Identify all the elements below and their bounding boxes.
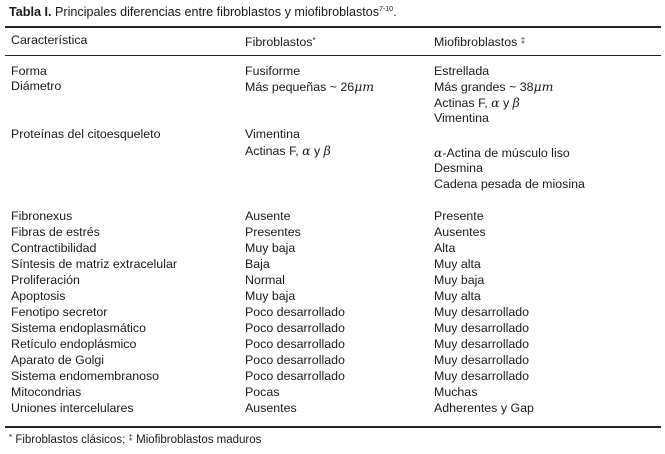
row-fibro: Ausente (245, 209, 291, 223)
row-citoesqueleto-alpha: α (302, 143, 311, 158)
row-citoesqueleto-beta: β (323, 143, 331, 158)
row-fibro: Presentes (245, 225, 301, 239)
table-caption-end: . (393, 5, 397, 19)
row-citoesqueleto-fibro-actinas (245, 143, 331, 159)
top-rule (5, 26, 661, 28)
row-mio: Ausentes (434, 225, 486, 239)
row-diametro-fibro (245, 79, 374, 95)
table-caption-refs: 7-10 (379, 6, 394, 13)
row-citoesqueleto-mio-desmina: Desmina (434, 161, 483, 175)
row-label: Uniones intercelulares (11, 401, 134, 415)
row-diametro-alpha: α (491, 95, 500, 110)
row-label: Mitocondrias (11, 385, 82, 399)
row-mio: Muy desarrollado (434, 305, 530, 319)
row-diametro-beta: β (512, 95, 520, 110)
header-miofibroblastos-mark: ‡ (520, 36, 526, 45)
row-mio: Muy alta (434, 289, 481, 303)
row-diametro-mio-vimentina: Vimentina (434, 111, 489, 125)
row-citoesqueleto-mio-cadena: Cadena pesada de miosina (434, 177, 585, 191)
row-diametro-y: y (503, 96, 510, 110)
row-fibro: Normal (245, 273, 285, 287)
row-diametro-actinas-text: Actinas F, (434, 96, 488, 110)
row-label: Fibras de estrés (11, 225, 100, 239)
row-forma-fibro: Fusiforme (245, 64, 301, 78)
row-citoesqueleto-mio-alpha: α (434, 145, 443, 160)
table-caption (9, 5, 397, 19)
row-label: Fenotipo secretor (11, 305, 108, 319)
table-caption-text: Principales diferencias entre fibroblastos y miofibroblastos (54, 5, 380, 19)
header-fibroblastos-label: Fibroblastos (245, 35, 313, 49)
row-mio: Muy desarrollado (434, 369, 530, 383)
table-caption-label: Tabla I. (9, 5, 52, 19)
row-label: Aparato de Golgi (11, 353, 104, 367)
footnote-mark-1: * (9, 433, 13, 442)
row-mio: Muy alta (434, 257, 481, 271)
table-footnote (9, 433, 261, 446)
header-miofibroblastos-label: Miofibroblastos (434, 35, 518, 49)
row-fibro: Poco desarrollado (245, 337, 345, 351)
row-diametro-fibro-unit: μm (354, 79, 374, 94)
row-citoesqueleto-fibro-vimentina: Vimentina (245, 127, 300, 141)
header-miofibroblastos (434, 33, 525, 50)
row-diametro-mio-actinas (434, 95, 520, 111)
header-caracteristica: Característica (11, 33, 88, 47)
row-diametro-mio-text: Más grandes ~ 38 (434, 80, 534, 94)
row-mio: Alta (434, 241, 456, 255)
row-mio: Muy desarrollado (434, 353, 530, 367)
row-citoesqueleto-mio-actina (434, 145, 570, 161)
header-fibroblastos-mark: * (312, 36, 316, 45)
row-mio: Presente (434, 209, 484, 223)
bottom-rule (5, 426, 661, 428)
row-fibro: Poco desarrollado (245, 353, 345, 367)
row-fibro: Poco desarrollado (245, 321, 345, 335)
header-fibroblastos (245, 33, 316, 50)
row-label: Proliferación (11, 273, 80, 287)
row-mio: Adherentes y Gap (434, 401, 534, 415)
row-forma-label: Forma (11, 64, 47, 78)
footnote-text-1: Fibroblastos clásicos; (15, 434, 126, 446)
row-label: Retículo endoplásmico (11, 337, 137, 351)
row-label: Sistema endoplasmático (11, 321, 146, 335)
row-citoesqueleto-mio-actina-text: -Actina de músculo liso (442, 146, 570, 160)
row-diametro-label: Diámetro (11, 79, 62, 93)
row-mio: Muy desarrollado (434, 337, 530, 351)
row-fibro: Muy baja (245, 241, 296, 255)
row-fibro: Pocas (245, 385, 280, 399)
row-label: Síntesis de matriz extracelular (11, 257, 177, 271)
row-label: Sistema endomembranoso (11, 369, 160, 383)
footnote-text-2: Miofibroblastos maduros (136, 434, 262, 446)
row-fibro: Muy baja (245, 289, 296, 303)
row-label: Apoptosis (11, 289, 66, 303)
row-mio: Muy desarrollado (434, 321, 530, 335)
footnote-mark-2: ‡ (128, 433, 133, 442)
row-fibro: Poco desarrollado (245, 305, 345, 319)
row-fibro: Ausentes (245, 401, 297, 415)
row-forma-mio: Estrellada (434, 64, 490, 78)
row-fibro: Baja (245, 257, 270, 271)
row-diametro-mio-unit: μm (533, 79, 554, 94)
row-label: Fibronexus (11, 209, 73, 223)
row-label: Contractibilidad (11, 241, 97, 255)
row-diametro-fibro-text: Más pequeñas ~ 26 (245, 80, 355, 94)
row-fibro: Poco desarrollado (245, 369, 345, 383)
row-citoesqueleto-label: Proteínas del citoesqueleto (11, 127, 161, 141)
header-rule (5, 55, 661, 56)
row-citoesqueleto-actinas-text: Actinas F, (245, 144, 299, 158)
row-citoesqueleto-y: y (314, 144, 321, 158)
row-diametro-mio (434, 79, 553, 95)
row-mio: Muchas (434, 385, 478, 399)
row-mio: Muy baja (434, 273, 485, 287)
